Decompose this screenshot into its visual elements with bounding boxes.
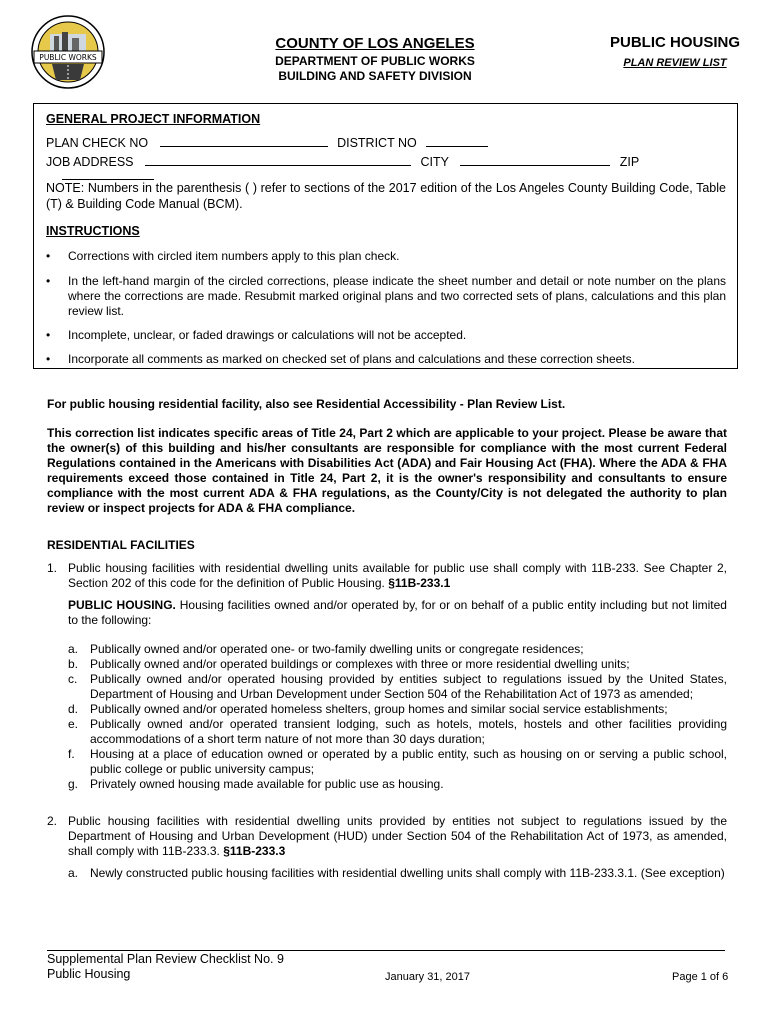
footer-divider [47,950,725,951]
footer-topic: Public Housing [47,967,131,981]
city-label: CITY [420,155,449,169]
plan-check-label: PLAN CHECK NO [46,136,149,150]
doc-title: PUBLIC HOUSING [609,34,740,51]
list-item: a. Newly constructed public housing facilities with residential dwelling units shall comply with 11B-233.3.1. (See exception) [68,866,725,880]
bullet-icon: • [46,328,51,342]
public-housing-definition: PUBLIC HOUSING. Housing facilities owned and/or operated by, for or on behalf of a public entity including but not limited to the following: [68,598,727,627]
logo-text: PUBLIC WORKS [39,53,97,62]
general-info-heading: GENERAL PROJECT INFORMATION [46,112,261,126]
doc-title-block [600,33,750,69]
footer-page-number: Page 1 of 6 [672,971,729,983]
list-item: a. Publically owned and/or operated one- or two-family dwelling units or congregate residences; [68,642,584,656]
code-note: NOTE: Numbers in the parenthesis ( ) refer to sections of the 2017 edition of the Los Angeles County Building Code, Table (T) & Building Code Manual (BCM). [46,181,726,211]
bullet-icon: • [46,274,51,288]
bullet-icon: • [46,249,51,263]
footer-date: January 31, 2017 [385,971,471,983]
plan-check-field[interactable] [160,136,328,147]
district-label: DISTRICT NO [337,136,417,150]
department-name: DEPARTMENT OF PUBLIC WORKS [275,54,475,68]
list-item: g. Privately owned housing made available for public use as housing. [68,777,444,791]
code-reference: §11B-233.3 [223,844,286,858]
list-item: b. Publically owned and/or operated buildings or complexes with three or more residential dwelling units; [68,657,630,671]
county-seal-logo [30,14,106,90]
requirement-item-2: 2. Public housing facilities with residential dwelling units provided by entities not subject to regulations issued by the Department of Housing and Urban Development (HUD) under Section 504 of the Rehabilitation Act of 1973, as amended, shall comply with 11B-233.3. §11B-233.3 [47,814,727,858]
job-address-field[interactable] [145,155,411,166]
general-info-box [33,103,738,369]
instructions-heading: INSTRUCTIONS [46,224,140,238]
district-field[interactable] [426,136,488,147]
county-title: COUNTY OF LOS ANGELES [275,35,475,52]
residential-heading: RESIDENTIAL FACILITIES [47,538,195,552]
footer-checklist-title: Supplemental Plan Review Checklist No. 9 [47,952,284,966]
instruction-item: • Incomplete, unclear, or faded drawings or calculations will not be accepted. [46,328,467,342]
city-field[interactable] [460,155,610,166]
instruction-item: • Incorporate all comments as marked on checked set of plans and calculations and these correction sheets. [46,352,635,366]
requirement-item-1: 1. Public housing facilities with residential dwelling units available for public use shall comply with 11B-233. See Chapter 2, Section 202 of this code for the definition of Public Housing. §11B-233.1 [47,561,727,590]
list-item: e. Publically owned and/or operated transient lodging, such as hotels, motels, hostels and other facilities providing accommodations of a short term nature of not more than 30 days duration; [68,717,727,746]
job-address-row [46,155,737,183]
list-item: d. Publically owned and/or operated homeless shelters, group homes and similar social service establishments; [68,702,668,716]
zip-label: ZIP [619,155,639,169]
instruction-item: • In the left-hand margin of the circled corrections, please indicate the sheet number and detail or note number on the plans where the corrections are made. Resubmit marked original plans and two corrected sets of plans, calculations and this plan review list. [46,274,726,318]
zip-field[interactable] [62,169,154,180]
code-reference: §11B-233.1 [388,576,451,590]
instruction-item: • Corrections with circled item numbers apply to this plan check. [46,249,400,263]
accessibility-reference: For public housing residential facility, also see Residential Accessibility - Plan Review List. [47,397,566,411]
bullet-icon: • [46,352,51,366]
header-block [230,34,520,84]
doc-subtitle: PLAN REVIEW LIST [623,57,727,69]
job-address-label: JOB ADDRESS [46,155,134,169]
division-name: BUILDING AND SAFETY DIVISION [278,69,472,83]
list-item: f. Housing at a place of education owned or operated by a public entity, such as housing on or serving a public school, public college or public university campus; [68,747,727,776]
compliance-statement: This correction list indicates specific areas of Title 24, Part 2 which are applicable to your project. Please be aware that the owner(s) of this building and his/her consultants are responsible for compliance with the most current Federal Regulations contained in the Americans with Disabilities Act (ADA) and Fair Housing Act (FHA). Where the ADA & FHA requirements exceed those contained in Title 24, Part 2, it is the owner's responsibility and consultants to ensure compliance with the most current ADA & FHA regulations, as the County/City is not delegated the authority to plan review or inspect projects for ADA & FHA compliance. [47,426,727,515]
plan-check-row [46,136,488,150]
list-item: c. Publically owned and/or operated housing provided by entities subject to regulations issued by the United States, Department of Housing and Urban Development under Section 504 of the Rehabilitation Act of 1973 as amended; [68,672,727,701]
